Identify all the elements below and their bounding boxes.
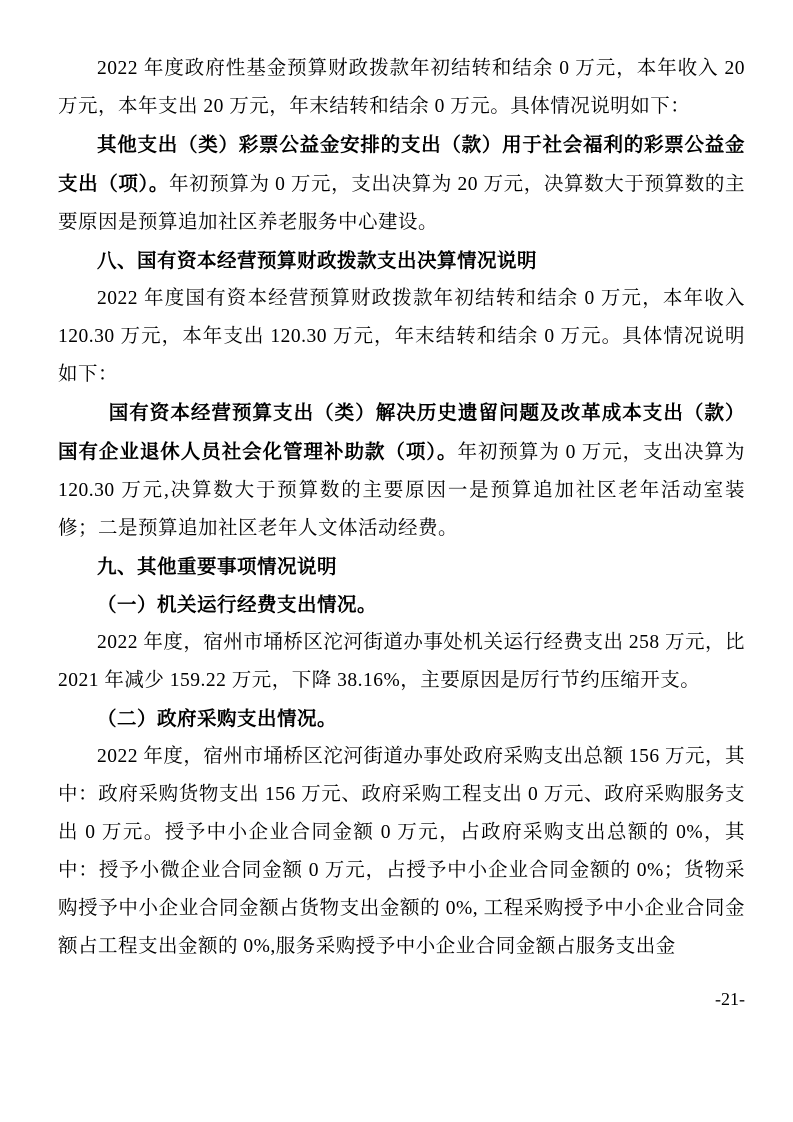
section-heading-9: 九、其他重要事项情况说明: [97, 556, 338, 578]
document-body: [58, 50, 745, 966]
paragraph-operating-expense: [58, 624, 745, 700]
paragraph-procurement: [58, 738, 745, 966]
page-number: -21-: [715, 989, 745, 1009]
paragraph-text: 年初预算为 0 万元，支出决算为 120.30 万元,决算数大于预算数的主要原因一是预算追加社区老年活动室装修；二是预算追加社区老年人文体活动经费。: [58, 442, 745, 539]
section-heading-8: 八、国有资本经营预算财政拨款支出决算情况说明: [97, 250, 538, 272]
paragraph-text: 2022 年度，宿州市埇桥区沱河街道办事处机关运行经费支出 258 万元，比 2021 年减少 159.22 万元，下降 38.16%，主要原因是厉行节约压缩开支。: [58, 632, 745, 691]
subsection-heading-2: （二）政府采购支出情况。: [97, 708, 338, 730]
paragraph-bold-lead: 国有资本经营预算支出（类）解决历史遗留问题及改革成本支出（款）国有企业退休人员社会化管理补助款（项）。: [58, 402, 745, 463]
paragraph-text: 年初预算为 0 万元，支出决算为 20 万元，决算数大于预算数的主要原因是预算追加社区养老服务中心建设。: [58, 174, 745, 233]
subsection-heading-1: （一）机关运行经费支出情况。: [97, 594, 378, 616]
paragraph-gov-fund-summary: [58, 50, 745, 126]
paragraph-bold-lead: 其他支出（类）彩票公益金安排的支出（款）用于社会福利的彩票公益金支出（项）。: [58, 134, 745, 195]
paragraph-state-capital-summary: [58, 280, 745, 394]
paragraph-text: 2022 年度，宿州市埇桥区沱河街道办事处政府采购支出总额 156 万元，其中：政府采购货物支出 156 万元、政府采购工程支出 0 万元、政府采购服务支出 0 万元。授予中小企业合同金额 0 万元，占政府采购支出总额的 0%，其中：授予小微企业合同金额 0 万元，占授予中小企业合同金额的 0%；货物采购授予中小企业合同金额占货物支出金额的 0%, 工程采购授予中小企业合同金额占工程支出金额的 0%,服务采购授予中小企业合同金额占服务支出金: [58, 746, 745, 957]
paragraph-text: 2022 年度政府性基金预算财政拨款年初结转和结余 0 万元，本年收入 20 万元，本年支出 20 万元，年末结转和结余 0 万元。具体情况说明如下：: [58, 58, 745, 117]
paragraph-lottery-expense: [58, 126, 745, 242]
paragraph-state-capital-detail: [58, 394, 745, 548]
paragraph-text: 2022 年度国有资本经营预算财政拨款年初结转和结余 0 万元，本年收入 120.30 万元，本年支出 120.30 万元，年末结转和结余 0 万元。具体情况说明如下：: [58, 288, 745, 385]
